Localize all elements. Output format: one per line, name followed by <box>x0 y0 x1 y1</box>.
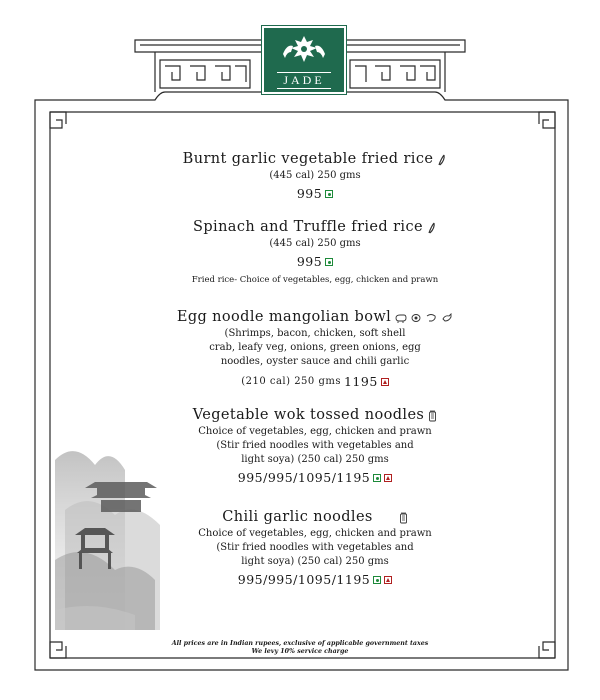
item-description-line: (Stir fried noodles with vegetables and <box>216 542 414 553</box>
item-description-line: (Shrimps, bacon, chicken, soft shell <box>224 328 406 339</box>
shrimp-icon <box>425 313 437 323</box>
nonveg-mark-icon <box>384 576 392 584</box>
menu-item <box>130 506 500 588</box>
item-title: Chili garlic noodles <box>222 508 408 527</box>
item-details: (445 cal) 250 gms <box>269 170 361 181</box>
item-description-line: light soya) (250 cal) 250 gms <box>241 454 389 465</box>
item-price: (210 cal) 250 gms 1195 <box>241 374 389 390</box>
menu-item <box>130 404 500 486</box>
item-price: 995 <box>297 254 333 270</box>
egg-icon <box>411 313 421 323</box>
nonveg-mark-icon <box>384 474 392 482</box>
item-description-line: noodles, oyster sauce and chili garlic <box>220 356 410 367</box>
nonveg-mark-icon <box>381 378 389 386</box>
item-price: 995/995/1095/1195 <box>238 470 392 486</box>
item-title: Spinach and Truffle fried rice <box>193 218 437 237</box>
veg-mark-icon <box>325 190 333 198</box>
item-description-line: Choice of vegetables, egg, chicken and prawn <box>198 528 432 539</box>
jar-icon <box>399 512 408 524</box>
veg-mark-icon <box>325 258 333 266</box>
menu-item <box>130 148 500 202</box>
chicken-icon <box>441 313 453 323</box>
chili-icon <box>437 154 447 166</box>
pig-icon <box>395 313 407 323</box>
item-note: Fried rice- Choice of vegetables, egg, chicken and prawn <box>191 275 439 285</box>
item-details: (445 cal) 250 gms <box>269 238 361 249</box>
lion-crest-icon <box>279 34 329 68</box>
footer-service-charge-note: We levy 10% service charge <box>251 648 349 655</box>
logo-text: JADE <box>277 72 330 89</box>
footer-tax-note: All prices are in Indian rupees, exclusive of applicable government taxes <box>171 640 429 647</box>
menu-list <box>130 148 500 602</box>
menu-item <box>130 306 500 390</box>
chili-icon <box>427 222 437 234</box>
item-description-line: crab, leafy veg, onions, green onions, egg <box>209 342 421 353</box>
jade-logo <box>262 26 346 94</box>
veg-mark-icon <box>373 474 381 482</box>
item-title: Burnt garlic vegetable fried rice <box>183 150 448 169</box>
menu-item <box>130 216 500 286</box>
item-description-line: light soya) (250 cal) 250 gms <box>241 556 389 567</box>
veg-mark-icon <box>373 576 381 584</box>
jar-icon <box>428 410 437 422</box>
item-details: (210 cal) 250 gms <box>241 376 341 387</box>
item-title: Vegetable wok tossed noodles <box>193 406 438 425</box>
item-description-line: (Stir fried noodles with vegetables and <box>216 440 414 451</box>
item-price: 995/995/1095/1195 <box>238 572 392 588</box>
item-title: Egg noodle mangolian bowl <box>177 308 453 327</box>
item-price: 995 <box>297 186 333 202</box>
item-description-line: Choice of vegetables, egg, chicken and prawn <box>198 426 432 437</box>
footer-note <box>0 640 600 656</box>
